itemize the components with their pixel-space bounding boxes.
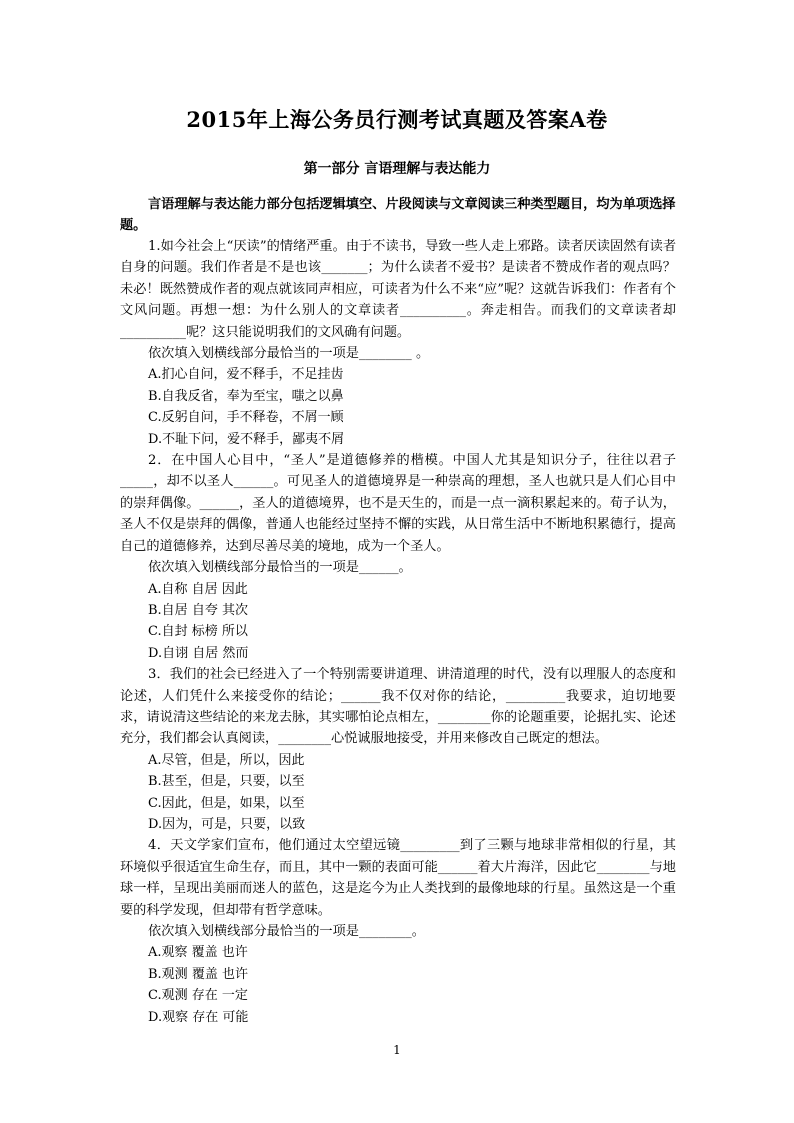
question-1-option-b: B.自我反省，奉为至宝，嗤之以鼻 — [148, 388, 344, 404]
question-2-prompt: 依次填入划横线部分最恰当的一项是______。 — [148, 560, 412, 576]
document-title: 2015年上海公务员行测考试真题及答案A卷 — [186, 107, 608, 132]
question-4-text: 4．天文学家们宣布，他们通过太空望远镜_________到了三颗与地球非常相似的行星，其环境似乎很适宜生命生存，而且，其中一颗的表面可能______着大片海洋，因此它________与地球一样，呈现出美丽而迷人的蓝色，这是迄今为止人类找到的最像地球的行星。虽然这是一个重要的科学发现，但却带有哲学意味。 — [120, 838, 676, 918]
question-1-text: 1.如今社会上“厌读”的情绪严重。由于不读书，导致一些人走上邪路。读者厌读固然有读者自身的问题。我们作者是不是也该_______；为什么读者不爱书？是读者不赞成作者的观点吗？未必！既然赞成作者的观点就该同声相应，可读者为什么不来“应”呢？这就告诉我们：作者有个文风问题。再想一想：为什么别人的文章读者__________。奔走相告。而我们的文章读者却__________呢？这只能说明我们的文风确有问题。 — [120, 239, 676, 340]
document-body — [120, 194, 676, 1028]
question-1-option-d: D.不耻下问，爱不释手，鄙夷不屑 — [148, 431, 345, 447]
question-1-option-c: C.反躬自问，手不释卷，不屑一顾 — [148, 410, 344, 426]
question-4-option-d: D.观察 存在 可能 — [148, 1009, 249, 1025]
question-1-prompt: 依次填入划横线部分最恰当的一项是________ 。 — [148, 346, 430, 362]
question-3-option-b: B.甚至，但是，只要，以至 — [148, 774, 305, 790]
question-2-option-d: D.自诩 自居 然而 — [148, 645, 249, 661]
question-3-option-a: A.尽管，但是，所以，因此 — [148, 752, 305, 768]
question-2-option-b: B.自居 自夸 其次 — [148, 602, 248, 618]
question-3-option-c: C.因此，但是，如果，以至 — [148, 795, 305, 811]
question-3-text: 3．我们的社会已经进入了一个特别需要讲道理、讲清道理的时代，没有以理服人的态度和论述，人们凭什么来接受你的结论；______我不仅对你的结论，_________我要求，迫切地要求，请说清这些结论的来龙去脉，其实哪怕论点相左，________你的论题重要，论据扎实、论述充分，我们都会认真阅读，________心悦诚服地接受，并用来修改自己既定的想法。 — [120, 667, 676, 747]
section-intro: 言语理解与表达能力部分包括逻辑填空、片段阅读与文章阅读三种类型题目，均为单项选择题。 — [120, 197, 676, 233]
question-2-option-c: C.自封 标榜 所以 — [148, 624, 248, 640]
question-4-option-b: B.观测 覆盖 也许 — [148, 966, 248, 982]
question-2-option-a: A.自称 自居 因此 — [148, 581, 248, 597]
question-2-text: 2．在中国人心目中，“圣人”是道德修养的楷模。中国人尤其是知识分子，往往以君子_____，却不以圣人______。可见圣人的道德境界是一种崇高的理想，圣人也就只是人们心目中的崇拜偶像。______，圣人的道德境界，也不是天生的，而是一点一滴积累起来的。荀子认为，圣人不仅是崇拜的偶像，普通人也能经过坚持不懈的实践，从日常生活中不断地积累德行，提高自己的道德修养，达到尽善尽美的境地，成为一个圣人。 — [120, 453, 676, 554]
question-4-prompt: 依次填入划横线部分最恰当的一项是________。 — [148, 924, 425, 939]
question-4-option-c: C.观测 存在 一定 — [148, 988, 248, 1004]
question-3-option-d: D.因为，可是，只要，以致 — [148, 816, 306, 832]
question-4-option-a: A.观察 覆盖 也许 — [148, 945, 248, 961]
question-1-option-a: A.扪心自问，爱不释手，不足挂齿 — [148, 367, 344, 383]
section-heading: 第一部分 言语理解与表达能力 — [303, 161, 491, 177]
page-number: 1 — [393, 1043, 401, 1057]
